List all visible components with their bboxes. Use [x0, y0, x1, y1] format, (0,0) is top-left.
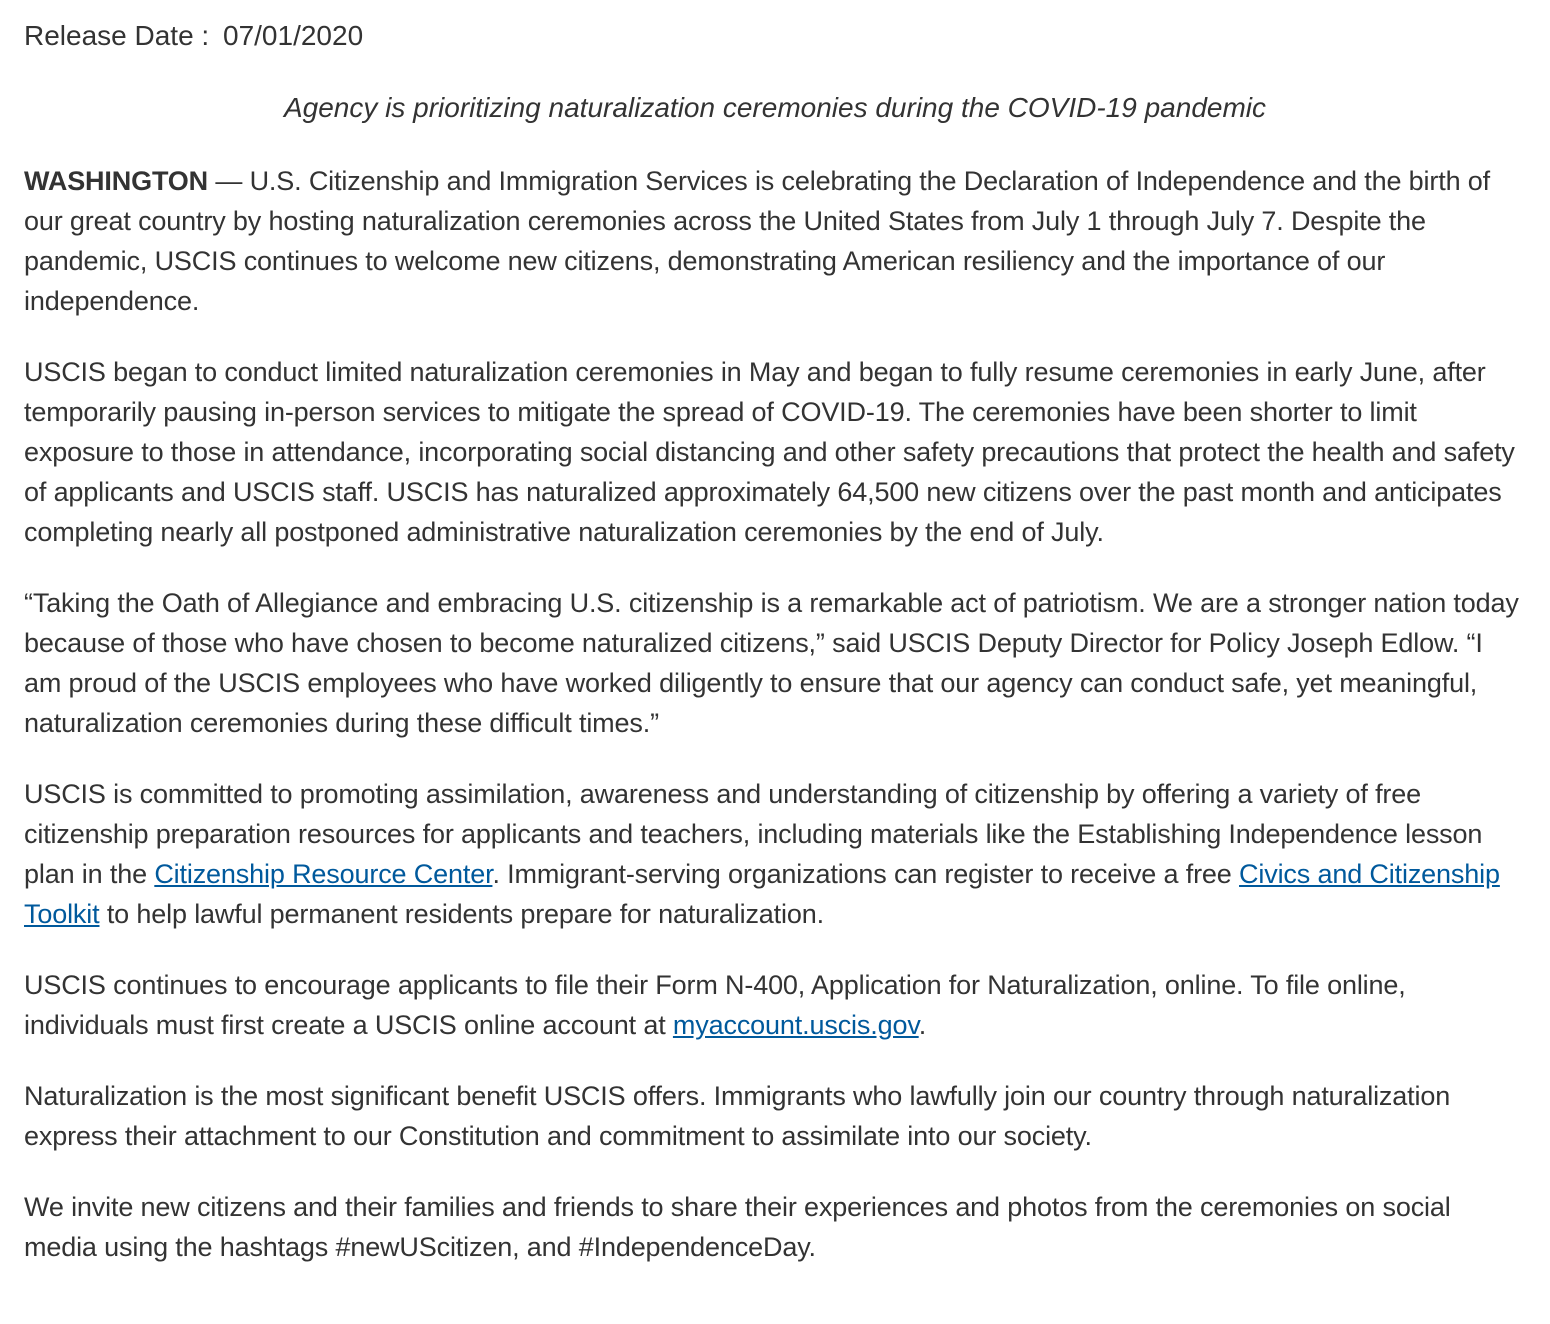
- civics-toolkit-link[interactable]: Civics and Citizenship Toolkit: [24, 859, 1500, 929]
- paragraph-7: We invite new citizens and their families and friends to share their experiences and photos from the ceremonies on social media using the hashtags #newUScitizen, and #IndependenceDay.: [24, 1192, 1451, 1262]
- paragraph-6: Naturalization is the most significant benefit USCIS offers. Immigrants who lawfully join our country through naturalization express their attachment to our Constitution and commitment to assimilate into our society.: [24, 1081, 1451, 1151]
- paragraph-1: [24, 161, 1526, 321]
- paragraph-4: [24, 774, 1526, 934]
- paragraph-5-text-a: USCIS continues to encourage applicants to file their Form N-400, Application for Naturalization, online. To file online, individuals must first create a USCIS online account at: [24, 970, 1406, 1040]
- paragraph-4-text-b: . Immigrant-serving organizations can register to receive a free: [492, 859, 1240, 889]
- dateline: WASHINGTON: [24, 166, 209, 196]
- citizenship-resource-center-link[interactable]: Citizenship Resource Center: [154, 859, 493, 889]
- paragraph-5-text-b: .: [918, 1010, 927, 1040]
- paragraph-3: “Taking the Oath of Allegiance and embracing U.S. citizenship is a remarkable act of patriotism. We are a stronger nation today because of those who have chosen to become naturalized citizens,” said USCIS Deputy Director for Policy Joseph Edlow. “I am proud of the USCIS employees who have worked diligently to ensure that our agency can conduct safe, yet meaningful, naturalization ceremonies during these difficult times.”: [24, 588, 1519, 738]
- release-date-value: 07/01/2020: [223, 20, 364, 51]
- subtitle: Agency is prioritizing naturalization ceremonies during the COVID-19 pandemic: [283, 92, 1267, 123]
- paragraph-4-text-c: to help lawful permanent residents prepare for naturalization.: [99, 899, 824, 929]
- paragraph-5: [24, 965, 1526, 1045]
- paragraph-1-text: — U.S. Citizenship and Immigration Services is celebrating the Declaration of Independence and the birth of our great country by hosting naturalization ceremonies across the United States from July 1 through July 7. Despite the pandemic, USCIS continues to welcome new citizens, demonstrating American resiliency and the importance of our independence.: [24, 166, 1491, 316]
- paragraph-2: USCIS began to conduct limited naturalization ceremonies in May and began to fully resume ceremonies in early June, after temporarily pausing in-person services to mitigate the spread of COVID-19. The ceremonies have been shorter to limit exposure to those in attendance, incorporating social distancing and other safety precautions that protect the health and safety of applicants and USCIS staff. USCIS has naturalized approximately 64,500 new citizens over the past month and anticipates completing nearly all postponed administrative naturalization ceremonies by the end of July.: [24, 357, 1515, 547]
- release-date-label: Release Date :: [24, 20, 210, 51]
- release-date: [24, 16, 1526, 56]
- paragraph-4-text-a: USCIS is committed to promoting assimilation, awareness and understanding of citizenship by offering a variety of free citizenship preparation resources for applicants and teachers, including materials like the Establishing Independence lesson plan in the: [24, 779, 1483, 889]
- myaccount-link[interactable]: myaccount.uscis.gov: [672, 1010, 919, 1040]
